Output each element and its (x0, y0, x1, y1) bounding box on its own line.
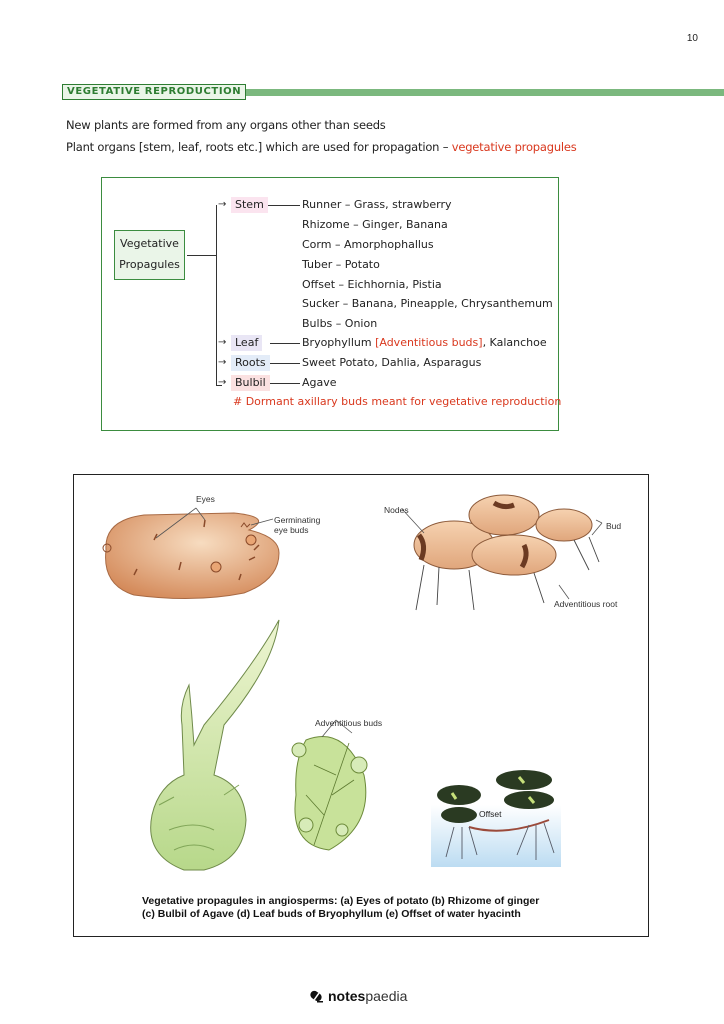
brand-light: paedia (365, 988, 408, 1004)
vertical-trunk (216, 205, 217, 385)
leaf-item-prefix: Bryophyllum (302, 336, 376, 349)
category-roots: Roots (231, 355, 270, 371)
section-title: VEGETATIVE REPRODUCTION (62, 84, 246, 100)
caption-line-2: (c) Bulbil of Agave (d) Leaf buds of Bryophyllum (e) Offset of water hyacinth (142, 908, 521, 920)
footer-brand (308, 988, 407, 1004)
label-germinating-2: eye buds (274, 525, 309, 535)
arrow-leaf-icon: → (218, 337, 227, 348)
stem-item-offset: Offset – Eichhornia, Pistia (302, 278, 442, 291)
roots-connector (270, 363, 300, 364)
propagules-figure (73, 474, 649, 937)
stem-connector (268, 205, 300, 206)
label-eyes: Eyes (196, 494, 215, 504)
leaf-item-highlight: [Adventitious buds] (375, 336, 483, 349)
label-adventitious-buds: Adventitious buds (315, 718, 383, 728)
leaf-item-suffix: , Kalanchoe (482, 336, 547, 349)
label-nodes: Nodes (384, 505, 409, 515)
brand-bold: notes (328, 988, 366, 1004)
vegetative-propagules-highlight: vegetative propagules (451, 140, 577, 154)
bulbil-note: # Dormant axillary buds meant for vegetative reproduction (233, 395, 562, 408)
intro-line-2 (66, 140, 577, 154)
root-line-2: Propagules (119, 258, 180, 271)
roots-item: Sweet Potato, Dahlia, Asparagus (302, 356, 482, 369)
label-bud: Bud (606, 521, 622, 531)
root-connector (187, 255, 216, 256)
label-offset: Offset (479, 809, 502, 819)
arrow-bulbil-icon: → (218, 377, 227, 388)
agave-bulbil-illustration (151, 620, 279, 870)
arrow-roots-icon: → (218, 357, 227, 368)
stem-item-sucker: Sucker – Banana, Pineapple, Chrysanthemum (302, 297, 553, 310)
potato-illustration (103, 508, 279, 599)
intro-line-1: New plants are formed from any organs other than seeds (66, 118, 386, 132)
bulbil-item: Agave (302, 376, 337, 389)
stem-item-tuber: Tuber – Potato (302, 258, 380, 271)
category-bulbil: Bulbil (231, 375, 270, 391)
label-germinating-eye-buds (274, 515, 320, 535)
stem-item-bulbs: Bulbs – Onion (302, 317, 378, 330)
stem-item-corm: Corm – Amorphophallus (302, 238, 434, 251)
caption-line-1: Vegetative propagules in angiosperms: (a) Eyes of potato (b) Rhizome of ginger (142, 895, 540, 907)
brand-name (328, 988, 407, 1004)
root-line-1: Vegetative (120, 237, 179, 250)
arrow-stem-icon: → (218, 199, 227, 210)
leaf-item (302, 335, 547, 351)
bryophyllum-leaf-illustration (292, 720, 367, 850)
category-stem: Stem (231, 197, 268, 213)
leaf-connector (270, 343, 300, 344)
notespaedia-logo-icon (308, 988, 324, 1004)
page-number: 10 (686, 33, 698, 44)
propagules-tree-diagram (101, 177, 562, 431)
section-divider-bar (246, 89, 724, 96)
bulbil-connector (270, 383, 300, 384)
category-leaf: Leaf (231, 335, 262, 351)
section-header (62, 84, 724, 100)
stem-item-runner: Runner – Grass, strawberry (302, 198, 452, 211)
ginger-illustration (402, 495, 602, 610)
tree-root-node (114, 230, 185, 280)
stem-item-rhizome: Rhizome – Ginger, Banana (302, 218, 448, 231)
label-adventitious-root: Adventitious root (554, 599, 618, 609)
figure-illustrations (74, 475, 650, 938)
figure-caption (142, 895, 539, 921)
intro-line-2-text: Plant organs [stem, leaf, roots etc.] which are used for propagation – (66, 140, 452, 154)
label-germinating-1: Germinating (274, 515, 321, 525)
